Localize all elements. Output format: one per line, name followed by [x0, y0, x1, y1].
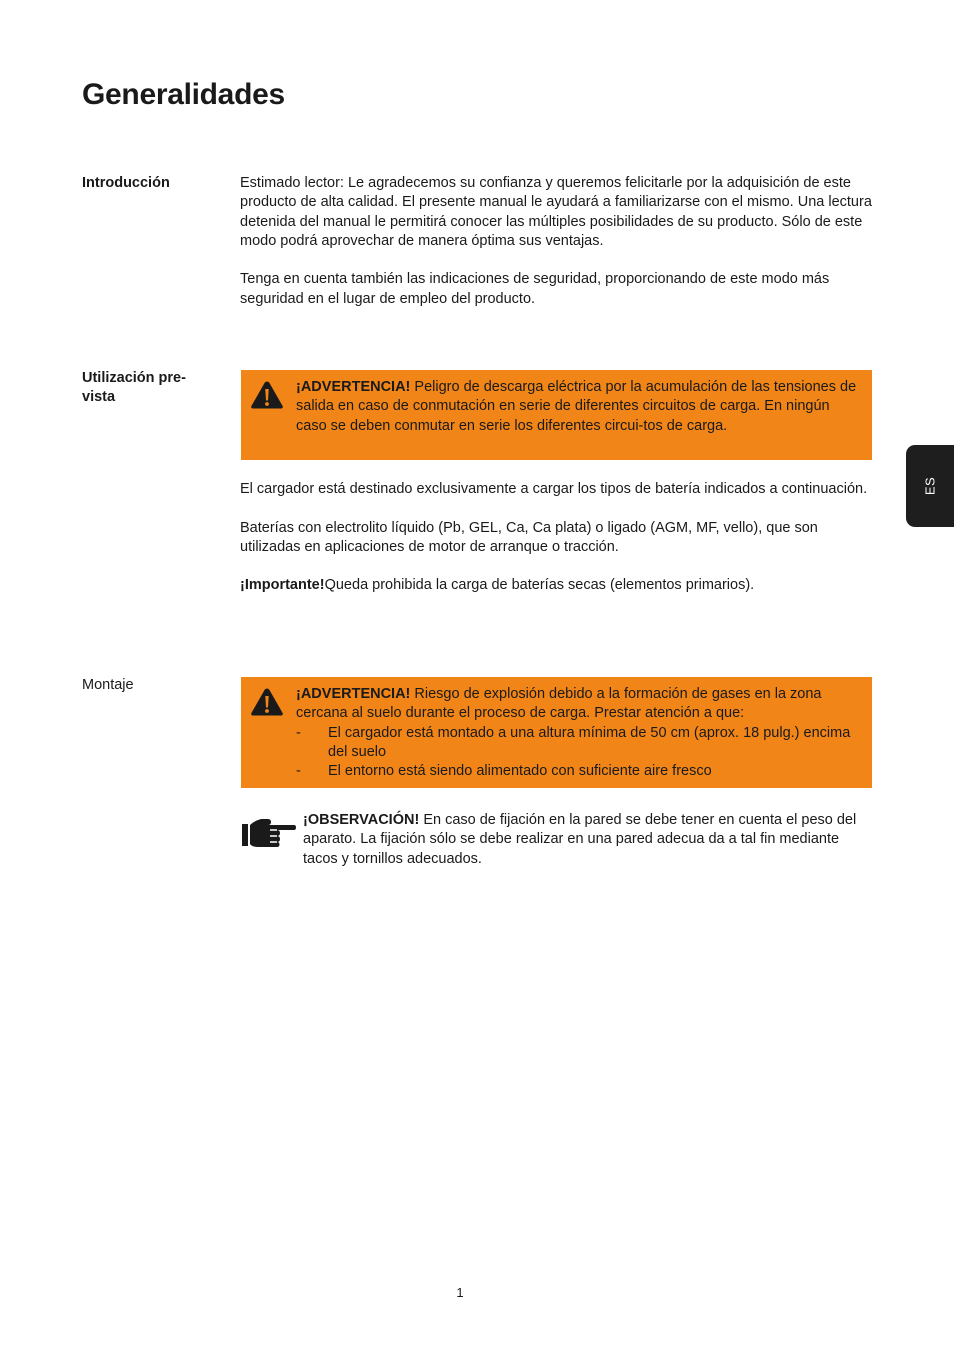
label-line: Utilización pre-: [82, 370, 186, 386]
page-title: Generalidades: [82, 78, 285, 111]
warning-triangle-icon: [250, 687, 284, 717]
note-text: [303, 811, 863, 869]
label-line: vista: [82, 389, 116, 406]
warning-body: Riesgo de explosión debido a la formación de gases en la zona cercana al suelo durante el proceso de carga. Prestar atención a que:: [296, 686, 822, 722]
list-item-text: El entorno está siendo alimentado con suficiente aire fresco: [328, 763, 712, 780]
warning-body: Peligro de descarga eléctrica por la acumulación de las tensiones de salida en caso de conmutación en serie de diferentes circuitos de carga. En ningún caso se deben conmutar en serie los diferentes circui-tos de carga.: [296, 379, 857, 434]
important-paragraph: [240, 576, 872, 595]
section-label-montaje: Montaje: [82, 677, 134, 693]
important-label: ¡Importante!: [240, 577, 325, 594]
warning-title: ¡ADVERTENCIA!: [296, 379, 411, 395]
note-title: ¡OBSERVACIÓN!: [303, 812, 420, 828]
important-text: Queda prohibida la carga de baterías secas (elementos primarios).: [324, 577, 755, 594]
list-dash: -: [296, 724, 301, 741]
battery-types-paragraph: Baterías con electrolito líquido (Pb, GEL, Ca, Ca plata) o ligado (AGM, MF, vello), que son utilizadas en aplicaciones de motor de arranque o tracción.: [240, 519, 818, 555]
language-tab-label: ES: [922, 476, 938, 496]
warning-title: ¡ADVERTENCIA!: [296, 686, 411, 702]
section-introduccion: [240, 174, 872, 309]
section-utilizacion-body: [240, 480, 872, 596]
warning-box-utilizacion: [241, 370, 872, 460]
language-tab: [906, 445, 954, 527]
warning-text: [296, 378, 858, 436]
warning-text: [296, 685, 858, 724]
usage-paragraph: El cargador está destinado exclusivamente a cargar los tipos de batería indicados a continuación.: [240, 481, 868, 497]
section-label-introduccion: Introducción: [82, 175, 170, 191]
list-item-text: El cargador está montado a una altura mínima de 50 cm (aprox. 18 pulg.) encima del suelo: [328, 724, 851, 760]
section-label-utilizacion: [82, 369, 212, 408]
pointing-hand-icon: [240, 815, 296, 849]
warning-triangle-icon: [250, 380, 284, 410]
list-dash: -: [296, 763, 301, 780]
intro-safety-paragraph: Tenga en cuenta también las indicaciones de seguridad, proporcionando de este modo más seguridad en el lugar de empleo del producto.: [240, 271, 830, 307]
warning-list-item: [296, 762, 858, 781]
page-number: 1: [456, 1285, 464, 1300]
warning-box-montaje: [241, 677, 872, 788]
note-body: En caso de fijación en la pared se debe tener en cuenta el peso del aparato. La fijación sólo se debe realizar en una pared adecua da a tal fin mediante tacos y tornillos adecuados.: [303, 812, 857, 867]
note-observacion: [240, 811, 872, 871]
warning-list-item: [296, 724, 858, 763]
intro-paragraph: Estimado lector: Le agradecemos su confianza y queremos felicitarle por la adquisición de este producto de alta calidad. El presente manual le ayudará a familiarizarse con el mismo. Una lectura detenida del manual le permitirá conocer las múltiples posibilidades de su producto. Sólo de este modo podrá aprovechar de manera óptima sus ventajas.: [240, 175, 872, 249]
warning-list: [296, 724, 858, 782]
